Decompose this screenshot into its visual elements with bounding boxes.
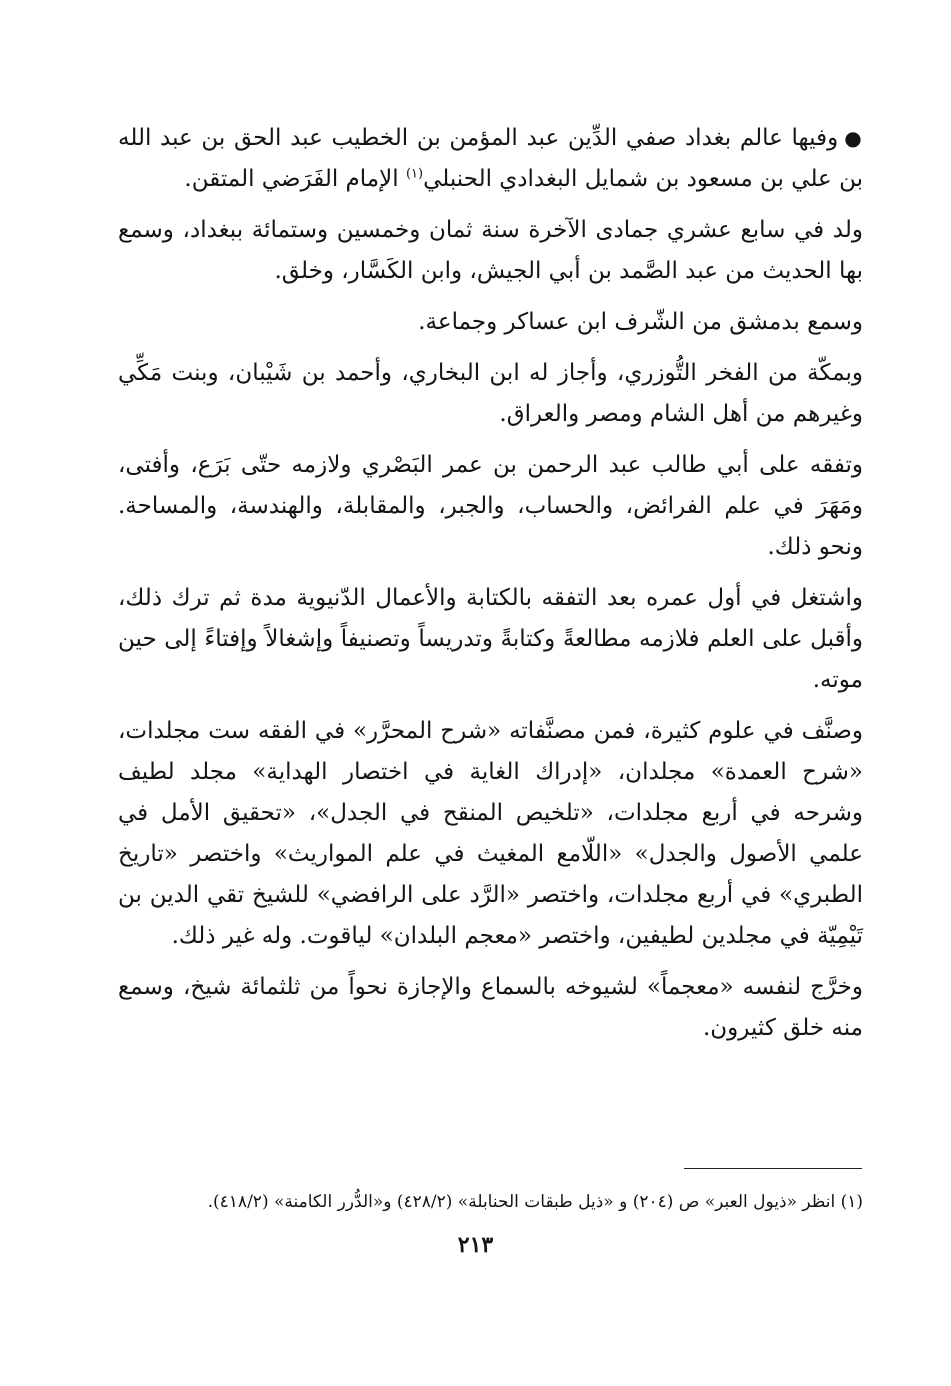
page-number: ٢١٣ <box>457 1232 494 1258</box>
paragraph-4: وبمكّة من الفخر التُّوزري، وأجاز له ابن البخاري، وأحمد بن شَيْبان، وبنت مَكِّي وغيرهم من أهل الشام ومصر والعراق. <box>118 360 863 427</box>
bullet-icon: ● <box>844 126 863 150</box>
paragraph-1-text: وفيها عالم بغداد صفي الدِّين عبد المؤمن بن الخطيب عبد الحق بن عبد الله بن علي بن مسعود بن شمايل البغدادي الحنبلي <box>118 125 863 192</box>
paragraph-8: وخرَّج لنفسه «معجماً» لشيوخه بالسماع والإجازة نحواً من ثلثمائة شيخ، وسمع منه خلق كثيرون. <box>118 974 863 1041</box>
paragraph-7: وصنَّف في علوم كثيرة، فمن مصنَّفاته «شرح المحرَّر» في الفقه ست مجلدات، «شرح العمدة» مجلدان، «إدراك الغاية في اختصار الهداية» مجلد لطيف وشرحه في أربع مجلدات، «تلخيص المنقح في الجدل»، «تحقيق الأمل في علمي الأصول والجدل» «اللّامع المغيث في علم المواريث» واختصر «تاريخ الطبري» في أربع مجلدات، واختصر «الرَّد على الرافضي» للشيخ تقي الدين بن تَيْمِيّة في مجلدين لطيفين، واختصر «معجم البلدان» لياقوت. وله غير ذلك. <box>118 718 863 949</box>
paragraph-1 <box>118 118 863 200</box>
paragraph-2: ولد في سابع عشري جمادى الآخرة سنة ثمان وخمسين وستمائة ببغداد، وسمع بها الحديث من عبد الصَّمد بن أبي الجيش، وابن الكَسَّار، وخلق. <box>118 217 863 284</box>
footnote: (١) انظر «ذيول العبر» ص (٢٠٤) و «ذيل طبقات الحنابلة» (٤٢٨/٢) و«الدُّرر الكامنة» (٤١٨/٢). <box>207 1192 863 1212</box>
footnote-reference: (١) <box>405 166 424 182</box>
main-text <box>118 118 863 1059</box>
paragraph-5: وتفقه على أبي طالب عبد الرحمن بن عمر البَصْري ولازمه حتّى بَرَع، وأفتى، ومَهَرَ في علم الفرائض، والحساب، والجبر، والمقابلة، والهندسة، والمساحة. ونحو ذلك. <box>118 452 863 560</box>
paragraph-3: وسمع بدمشق من الشّرف ابن عساكر وجماعة. <box>418 309 863 335</box>
paragraph-6: واشتغل في أول عمره بعد التفقه بالكتابة والأعمال الدّنيوية مدة ثم ترك ذلك، وأقبل على العلم فلازمه مطالعةً وكتابةً وتدريساً وتصنيفاً وإشغالاً وإفتاءً إلى حين موته. <box>118 585 863 693</box>
footnote-divider <box>684 1168 862 1169</box>
paragraph-1-text-end: الإمام الفَرَضي المتقن. <box>184 166 406 192</box>
